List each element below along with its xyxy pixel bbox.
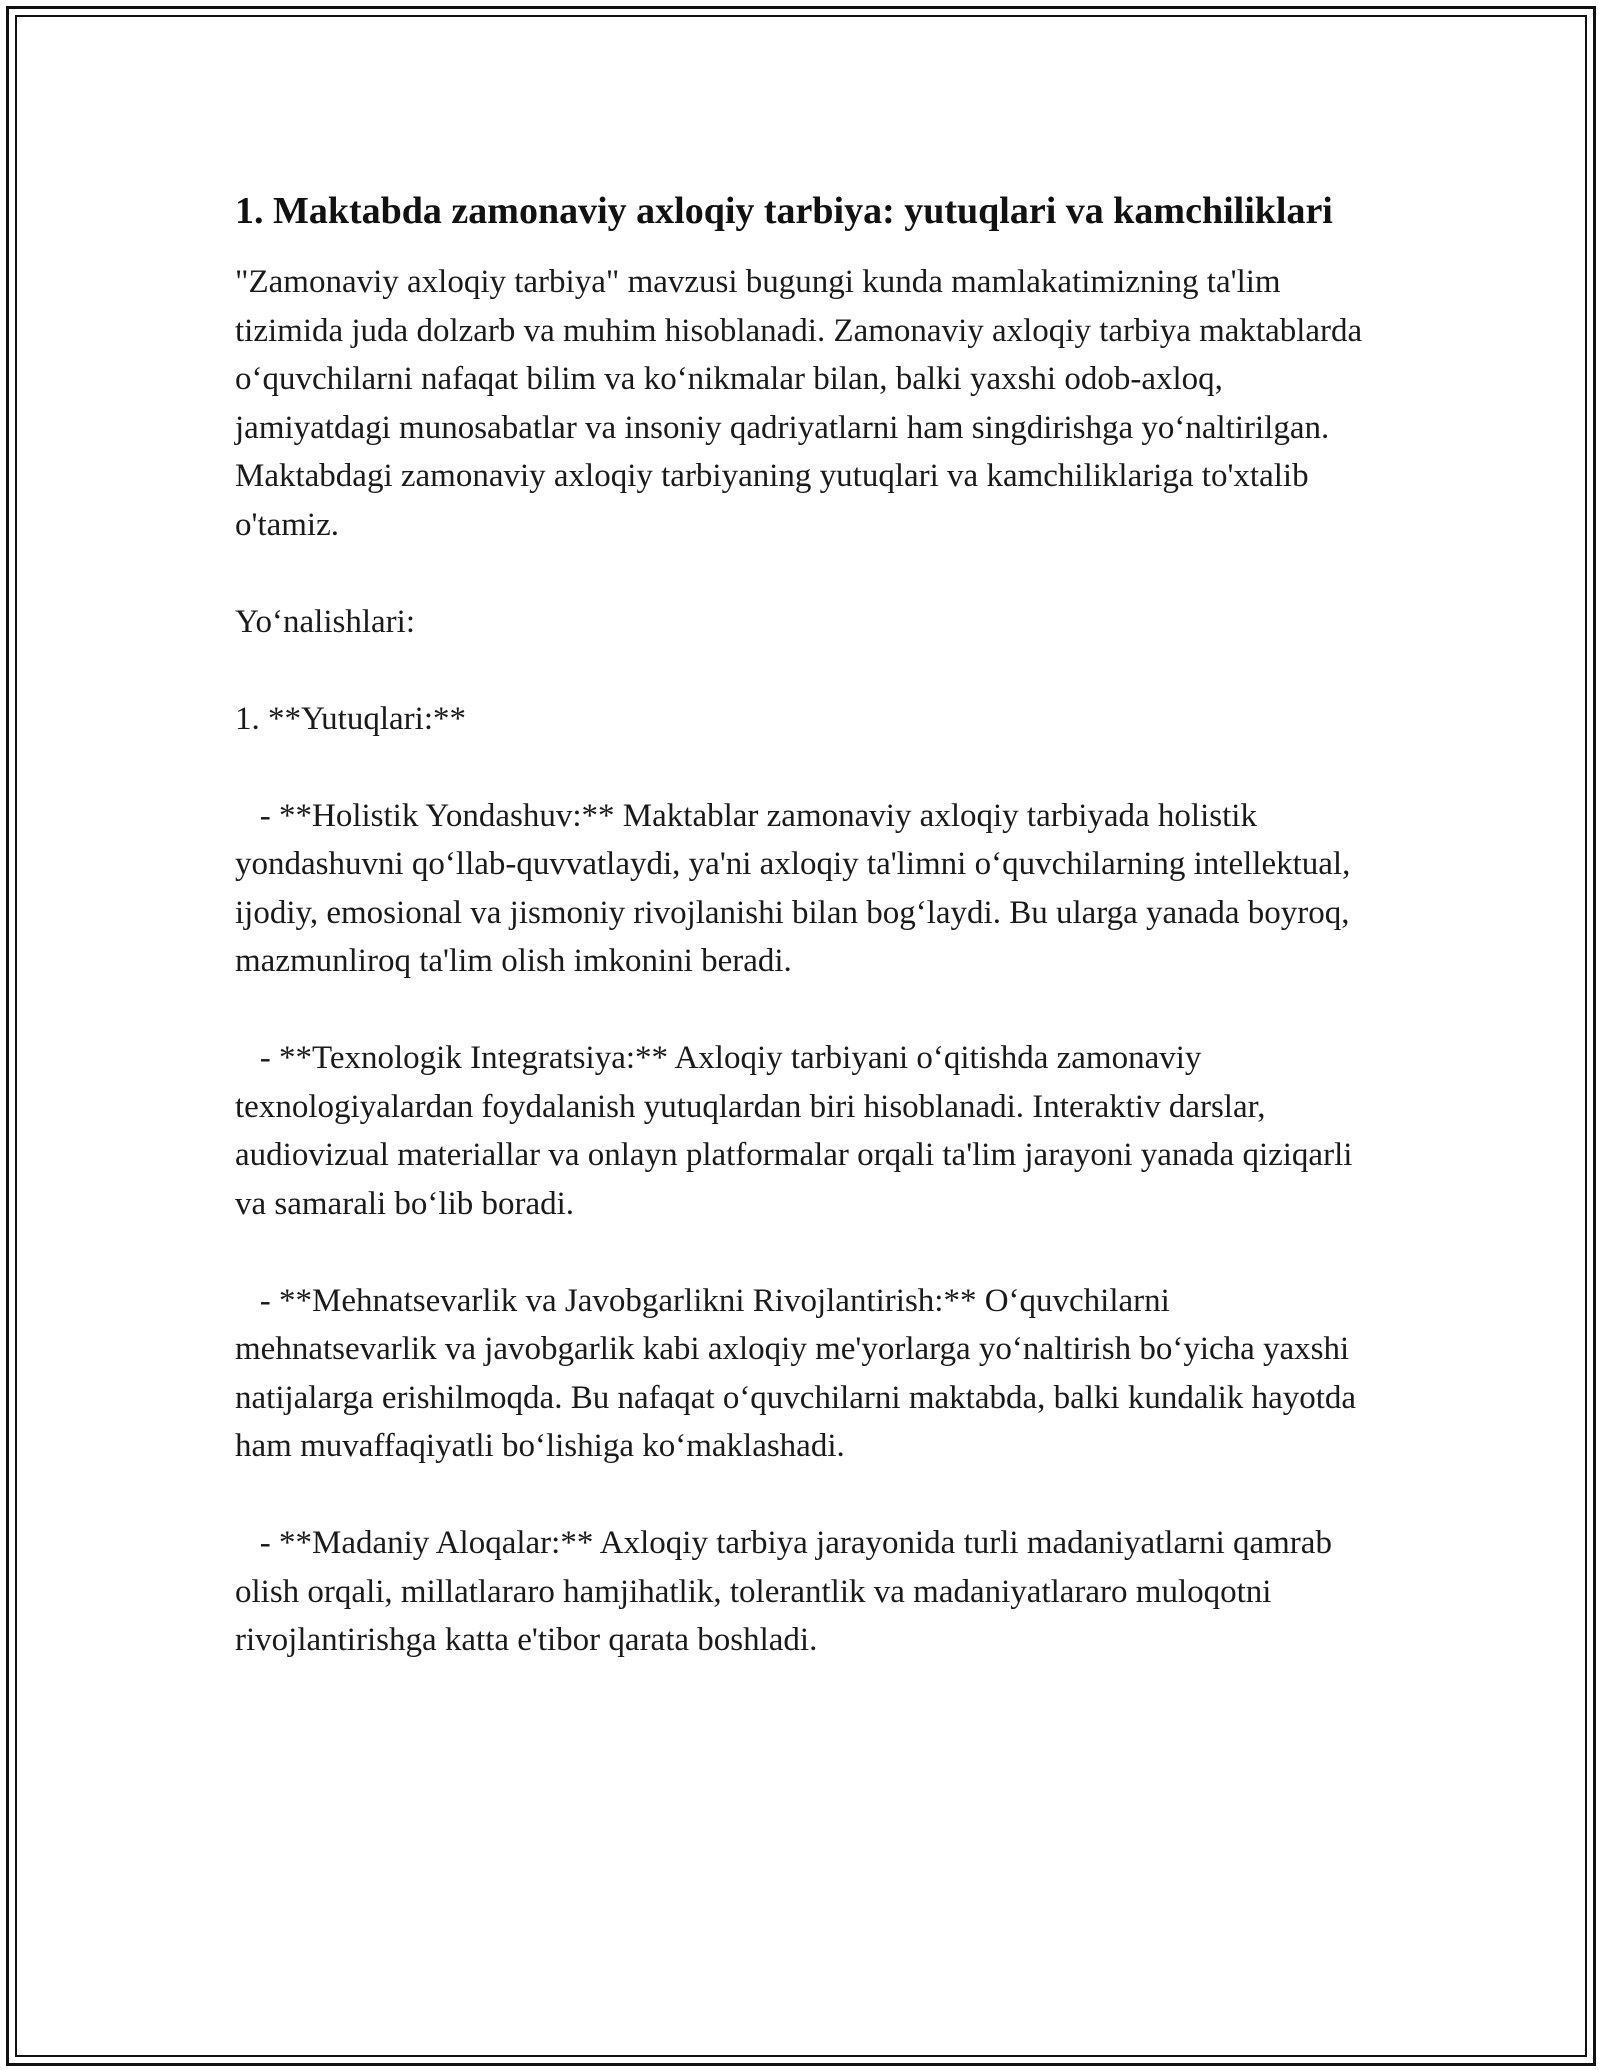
- intro-paragraph: "Zamonaviy axloqiy tarbiya" mavzusi bugungi kunda mamlakatimizning ta'lim tizimida juda dolzarb va muhim hisoblanadi. Zamonaviy axloqiy tarbiya maktablarda o‘quvchilarni nafaqat bilim va ko‘nikmalar bilan, balki yaxshi odob-axloq, jamiyatdagi munosabatlar va insoniy qadriyatlarni ham singdirishga yo‘naltirilgan. Maktabdagi zamonaviy axloqiy tarbiyaning yutuqlari va kamchiliklariga to'xtalib o'tamiz.: [235, 264, 1371, 543]
- paragraph-gap: [235, 1228, 1370, 1277]
- paragraph-gap: [235, 1471, 1370, 1520]
- list-item-diligence: - **Mehnatsevarlik va Javobgarlikni Rivojlantirish:** O‘quvchilarni mehnatsevarlik va javobgarlik kabi axloqiy me'yorlarga yo‘naltirish bo‘yicha yaxshi natijalarga erishilmoqda. Bu nafaqat o‘quvchilarni maktabda, balki kundalik hayotda ham muvaffaqiyatli bo‘lishiga ko‘maklashadi.: [235, 1282, 1365, 1464]
- paragraph-gap: [235, 743, 1370, 792]
- paragraph-gap: [235, 986, 1370, 1035]
- list-item-holistic: - **Holistik Yondashuv:** Maktablar zamonaviy axloqiy tarbiyada holistik yondashuvni qo‘llab-quvvatlaydi, ya'ni axloqiy ta'limni o‘quvchilarning intellektual, ijodiy, emosional va jismoniy rivojlanishi bilan bog‘laydi. Bu ularga yanada boyroq, mazmunliroq ta'lim olish imkonini beradi.: [235, 797, 1359, 979]
- section-heading: 1. **Yutuqlari:**: [235, 700, 466, 737]
- list-item-culture: - **Madaniy Aloqalar:** Axloqiy tarbiya jarayonida turli madaniyatlarni qamrab olish orqali, millatlararo hamjihatlik, tolerantlik va madaniyatlararo muloqotni rivojlantirishga katta e'tibor qarata boshladi.: [235, 1525, 1341, 1658]
- list-item-technology: - **Texnologik Integratsiya:** Axloqiy tarbiyani o‘qitishda zamonaviy texnologiyalardan foydalanish yutuqlardan biri hisoblanadi. Interaktiv darslar, audiovizual materiallar va onlayn platformalar orqali ta'lim jarayoni yanada qiziqarli va samarali bo‘lib boradi.: [235, 1040, 1361, 1222]
- paragraph-gap: [235, 549, 1370, 598]
- document-title: 1. Maktabda zamonaviy axloqiy tarbiya: yutuqlari va kamchiliklari: [235, 190, 1333, 232]
- paragraph-gap: [235, 646, 1370, 695]
- document-body: [235, 185, 1370, 1665]
- directions-label: Yo‘nalishlari:: [235, 603, 415, 640]
